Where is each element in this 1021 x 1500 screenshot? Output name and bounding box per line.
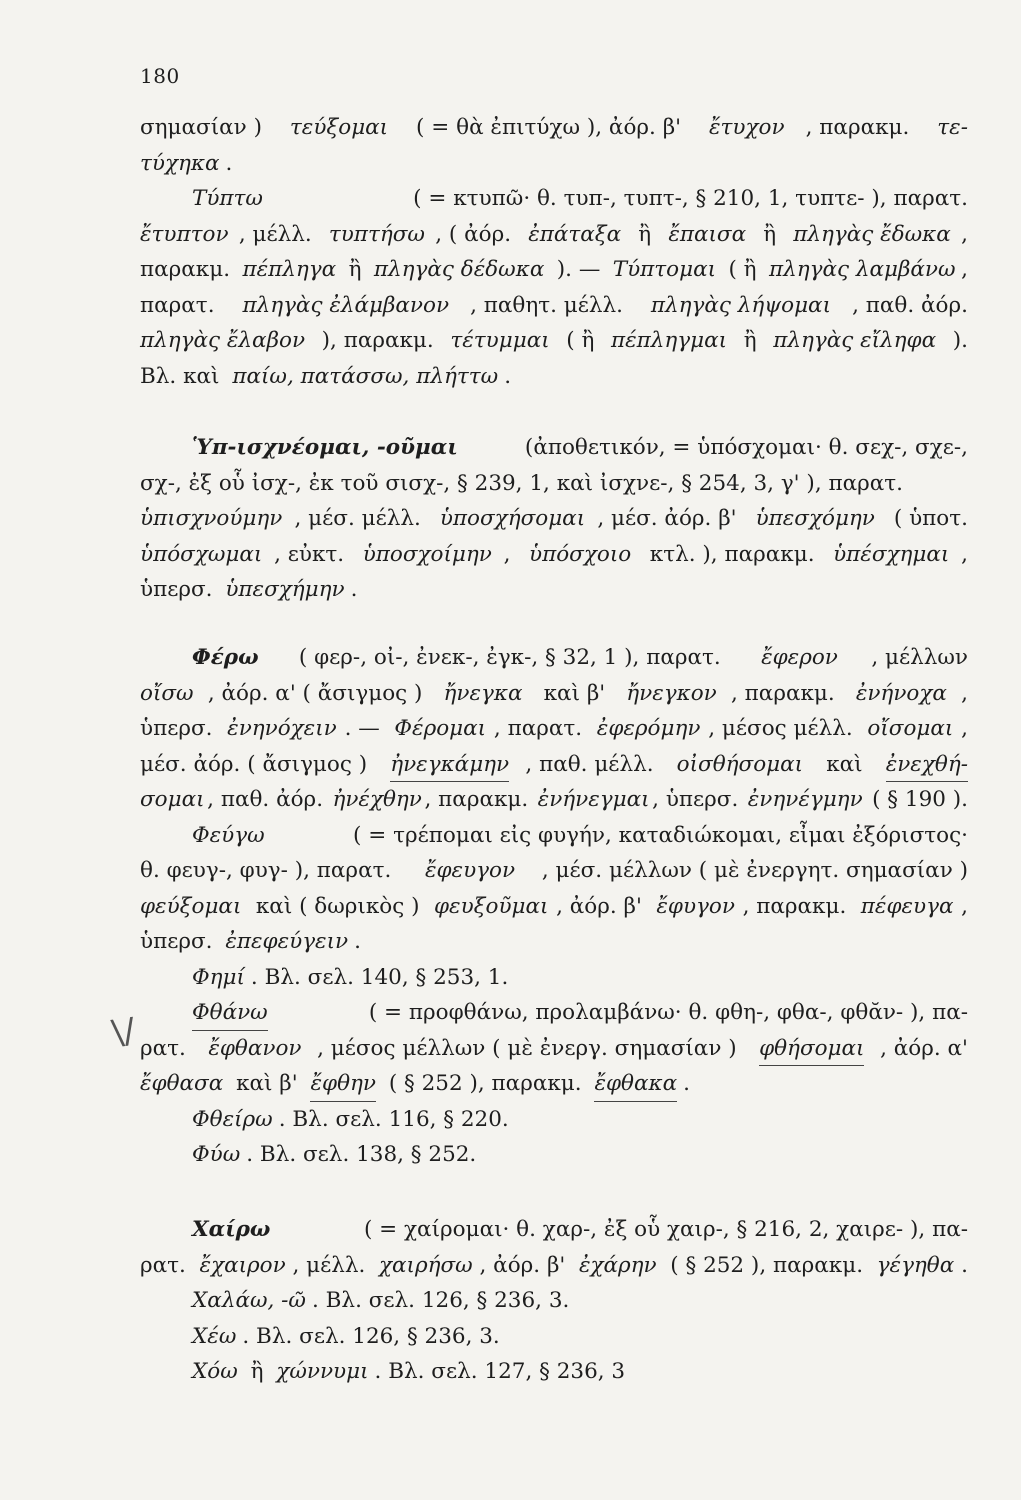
headword: Φύω <box>192 1142 241 1167</box>
handwritten-check-mark: \/ <box>109 1010 138 1054</box>
text-line: ρατ. ἔχαιρον , μέλλ. χαιρήσω , ἀόρ. β' ἐχάρην ( § 252 ), παρακμ. γέγηθα . <box>140 1252 968 1278</box>
headword: Ὑπ-ισχνέομαι, -οῦμαι <box>192 435 458 460</box>
text-line: οἴσω , ἀόρ. α' ( ἄσιγμος ) ἤνεγκα καὶ β' ἤνεγκον , παρακμ. ἐνήνοχα , <box>140 680 968 706</box>
text-line: παρακμ. πέπληγα ἢ πληγὰς δέδωκα ). — Τύπτομαι ( ἢ πληγὰς λαμβάνω , <box>140 257 968 282</box>
entry-headword-line: Τύπτω ( = κτυπῶ· θ. τυπ-, τυπτ-, § 210, 1, τυπτε- ), παρατ. <box>140 181 968 217</box>
text-line: ὑπισχνούμην , μέσ. μέλλ. ὑποσχήσομαι , μέσ. ἀόρ. β' ὑπεσχόμην ( ὑποτ. <box>140 506 968 531</box>
text-line: μέσ. ἀόρ. ( ἄσιγμος ) ἠνεγκάμην , παθ. μέλλ. οἰσθήσομαι καὶ ἐνεχθή- <box>140 747 968 783</box>
entry-headword-line: Φημί . Βλ. σελ. 140, § 253, 1. <box>140 960 968 996</box>
text-line: θ. φευγ-, φυγ- ), παρατ. ἔφευγον , μέσ. μέλλων ( μὲ ἐνεργητ. σημασίαν ) <box>140 858 968 883</box>
text-line: ἔτυπτον , μέλλ. τυπτήσω , ( ἀόρ. ἐπάταξα ἢ ἔπαισα ἢ πληγὰς ἔδωκα , <box>140 221 968 247</box>
text-line: ὑπόσχωμαι , εὐκτ. ὑποσχοίμην , ὑπόσχοιο κτλ. ), παρακμ. ὑπέσχημαι , <box>140 541 968 567</box>
text-line: Βλ. καὶ παίω, πατάσσω, πλήττω . <box>140 363 512 389</box>
text-line: ρατ. ἔφθανον , μέσος μέλλων ( μὲ ἐνεργ. σημασίαν ) φθήσομαι , ἀόρ. α' <box>140 1031 968 1067</box>
entry-block-chairo <box>140 1212 968 1390</box>
headword: Χόω <box>192 1359 238 1384</box>
entry-headword-line: Ὑπ-ισχνέομαι, -οῦμαι (ἀποθετικόν, = ὑπόσχομαι· θ. σεχ-, σχε-, <box>140 430 968 466</box>
text-line: φεύξομαι καὶ ( δωρικὸς ) φευξοῦμαι , ἀόρ. β' ἔφυγον , παρακμ. πέφευγα , <box>140 893 968 919</box>
entry-block-hypischneomai <box>140 430 968 608</box>
entry-block-typto <box>140 110 968 394</box>
headword: Χαίρω <box>192 1217 271 1242</box>
entry-headword-line: Χέω . Βλ. σελ. 126, § 236, 3. <box>140 1319 968 1355</box>
entry-block-phero <box>140 640 968 1173</box>
text-line: ὑπερσ. ὑπεσχήμην . <box>140 577 358 602</box>
text-line: ὑπερσ. ἐνηνόχειν . — Φέρομαι , παρατ. ἐφερόμην , μέσος μέλλ. οἴσομαι , <box>140 716 968 741</box>
entry-headword-line: Φύω . Βλ. σελ. 138, § 252. <box>140 1137 968 1173</box>
headword: Φθείρω <box>192 1106 273 1132</box>
text-line: ὑπερσ. ἐπεφεύγειν . <box>140 929 361 954</box>
text-line: ἔφθασα καὶ β' ἔφθην ( § 252 ), παρακμ. ἔφθακα . <box>140 1066 968 1102</box>
page-number: 180 <box>140 64 180 88</box>
text-line: τύχηκα . <box>140 150 233 176</box>
text-line: σημασίαν ) τεύξομαι ( = θὰ ἐπιτύχω ), ἀόρ. β' ἔτυχον , παρακμ. τε- <box>140 115 968 140</box>
entry-headword-line: Φθείρω . Βλ. σελ. 116, § 220. <box>140 1102 968 1138</box>
entry-headword-line: Χόω ἢ χώννυμι . Βλ. σελ. 127, § 236, 3 <box>140 1354 968 1390</box>
entry-headword-line: Φεύγω ( = τρέπομαι εἰς φυγήν, καταδιώκομαι, εἶμαι ἐξόριστος· <box>140 818 968 854</box>
text-line: παρατ. πληγὰς ἐλάμβανον , παθητ. μέλλ. πληγὰς λήψομαι , παθ. ἀόρ. <box>140 292 968 318</box>
text-line: πληγὰς ἔλαβον ), παρακμ. τέτυμμαι ( ἢ πέπληγμαι ἢ πληγὰς εἴληφα ). <box>140 328 968 353</box>
text-line: σομαι , παθ. ἀόρ. ἠνέχθην , παρακμ. ἐνήνεγμαι , ὑπερσ. ἐνηνέγμην ( § 190 ). <box>140 787 968 812</box>
headword: Φημί <box>192 964 245 990</box>
headword: Χαλάω, -ῶ <box>192 1288 306 1313</box>
entry-headword-line: Φθάνω ( = προφθάνω, προλαμβάνω· θ. φθη-, φθα-, φθᾰν- ), πα- <box>140 995 968 1031</box>
headword: Φθάνω <box>192 995 268 1031</box>
headword: Φέρω <box>192 645 259 670</box>
text-line: σχ-, ἐξ οὗ ἰσχ-, ἐκ τοῦ σισχ-, § 239, 1, καὶ ἰσχνε-, § 254, 3, γ' ), παρατ. <box>140 470 904 496</box>
entry-headword-line: Χαλάω, -ῶ . Βλ. σελ. 126, § 236, 3. <box>140 1283 968 1319</box>
headword: Φεύγω <box>192 822 265 848</box>
entry-headword-line: Χαίρω ( = χαίρομαι· θ. χαρ-, ἐξ οὗ χαιρ-, § 216, 2, χαιρε- ), πα- <box>140 1212 968 1248</box>
headword: Τύπτω <box>192 186 263 211</box>
headword: Χέω <box>192 1323 237 1349</box>
entry-headword-line: Φέρω ( φερ-, οἰ-, ἐνεκ-, ἐγκ-, § 32, 1 ), παρατ. ἔφερον , μέλλων <box>140 640 968 676</box>
